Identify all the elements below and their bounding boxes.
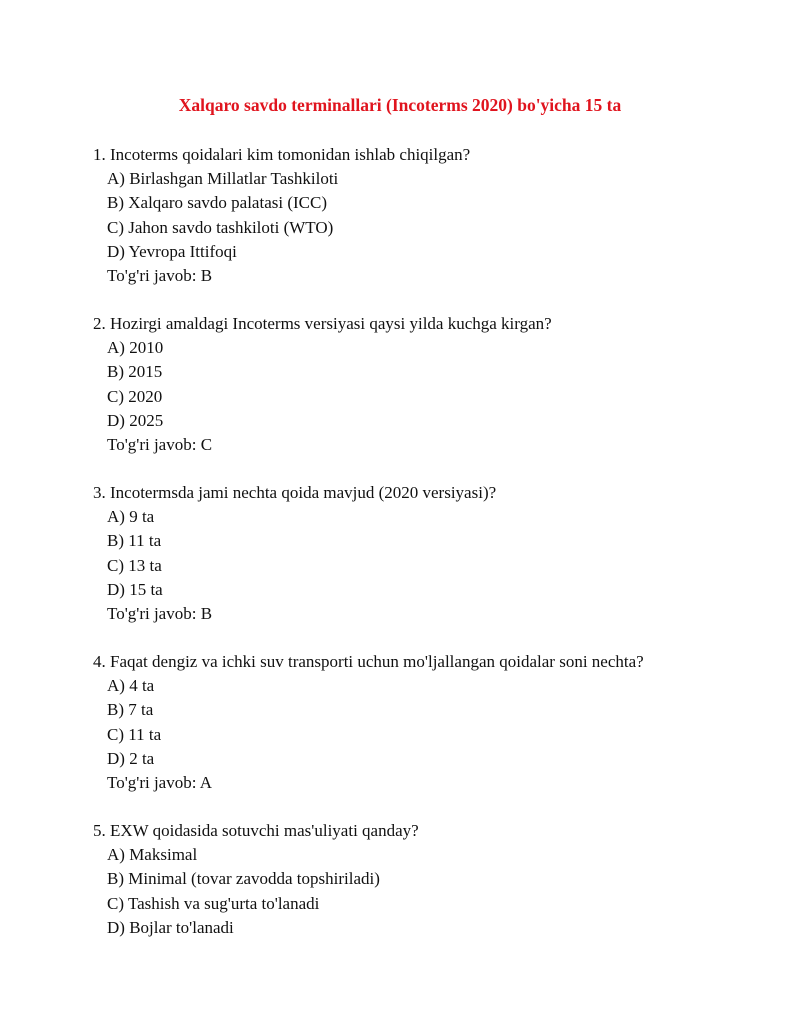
question-5 bbox=[93, 819, 773, 940]
correct-answer: To'g'ri javob: C bbox=[107, 435, 213, 455]
correct-answer: To'g'ri javob: B bbox=[107, 604, 213, 624]
option-a: A) 2010 bbox=[107, 338, 164, 358]
option-a: A) 4 ta bbox=[107, 676, 155, 696]
option-d: D) Bojlar to'lanadi bbox=[107, 917, 234, 937]
option-d: D) 2 ta bbox=[107, 748, 155, 768]
option-c: C) 2020 bbox=[107, 386, 163, 406]
option-a: A) Birlashgan Millatlar Tashkiloti bbox=[107, 169, 339, 189]
option-d: D) Yevropa Ittifoqi bbox=[107, 241, 237, 261]
question-2 bbox=[93, 312, 773, 457]
option-b: B) 7 ta bbox=[107, 700, 154, 720]
option-c: C) 13 ta bbox=[107, 555, 162, 575]
option-c: C) Jahon savdo tashkiloti (WTO) bbox=[107, 217, 334, 237]
option-c: C) Tashish va sug'urta to'lanadi bbox=[107, 893, 320, 913]
question-3 bbox=[93, 481, 773, 626]
question-1 bbox=[93, 143, 773, 288]
option-b: B) Xalqaro savdo palatasi (ICC) bbox=[107, 193, 327, 213]
option-b: B) 2015 bbox=[107, 362, 163, 382]
option-d: D) 15 ta bbox=[107, 579, 163, 599]
correct-answer: To'g'ri javob: A bbox=[107, 773, 213, 793]
option-d: D) 2025 bbox=[107, 410, 164, 430]
question-text: 2. Hozirgi amaldagi Incoterms versiyasi qaysi yilda kuchga kirgan? bbox=[93, 314, 552, 333]
question-text: 3. Incotermsda jami nechta qoida mavjud (2020 versiyasi)? bbox=[93, 483, 497, 502]
option-a: A) 9 ta bbox=[107, 507, 155, 527]
document-title: Xalqaro savdo terminallari (Incoterms 2020) bo'yicha 15 ta bbox=[178, 95, 622, 115]
question-text: 5. EXW qoidasida sotuvchi mas'uliyati qanday? bbox=[93, 821, 419, 840]
option-b: B) 11 ta bbox=[107, 531, 162, 551]
correct-answer: To'g'ri javob: B bbox=[107, 266, 213, 286]
option-c: C) 11 ta bbox=[107, 724, 162, 744]
option-a: A) Maksimal bbox=[107, 845, 198, 865]
option-b: B) Minimal (tovar zavodda topshiriladi) bbox=[107, 869, 380, 889]
question-4 bbox=[93, 650, 773, 795]
question-text: 4. Faqat dengiz va ichki suv transporti uchun mo'ljallangan qoidalar soni nechta? bbox=[93, 652, 644, 671]
question-text: 1. Incoterms qoidalari kim tomonidan ishlab chiqilgan? bbox=[93, 145, 471, 164]
